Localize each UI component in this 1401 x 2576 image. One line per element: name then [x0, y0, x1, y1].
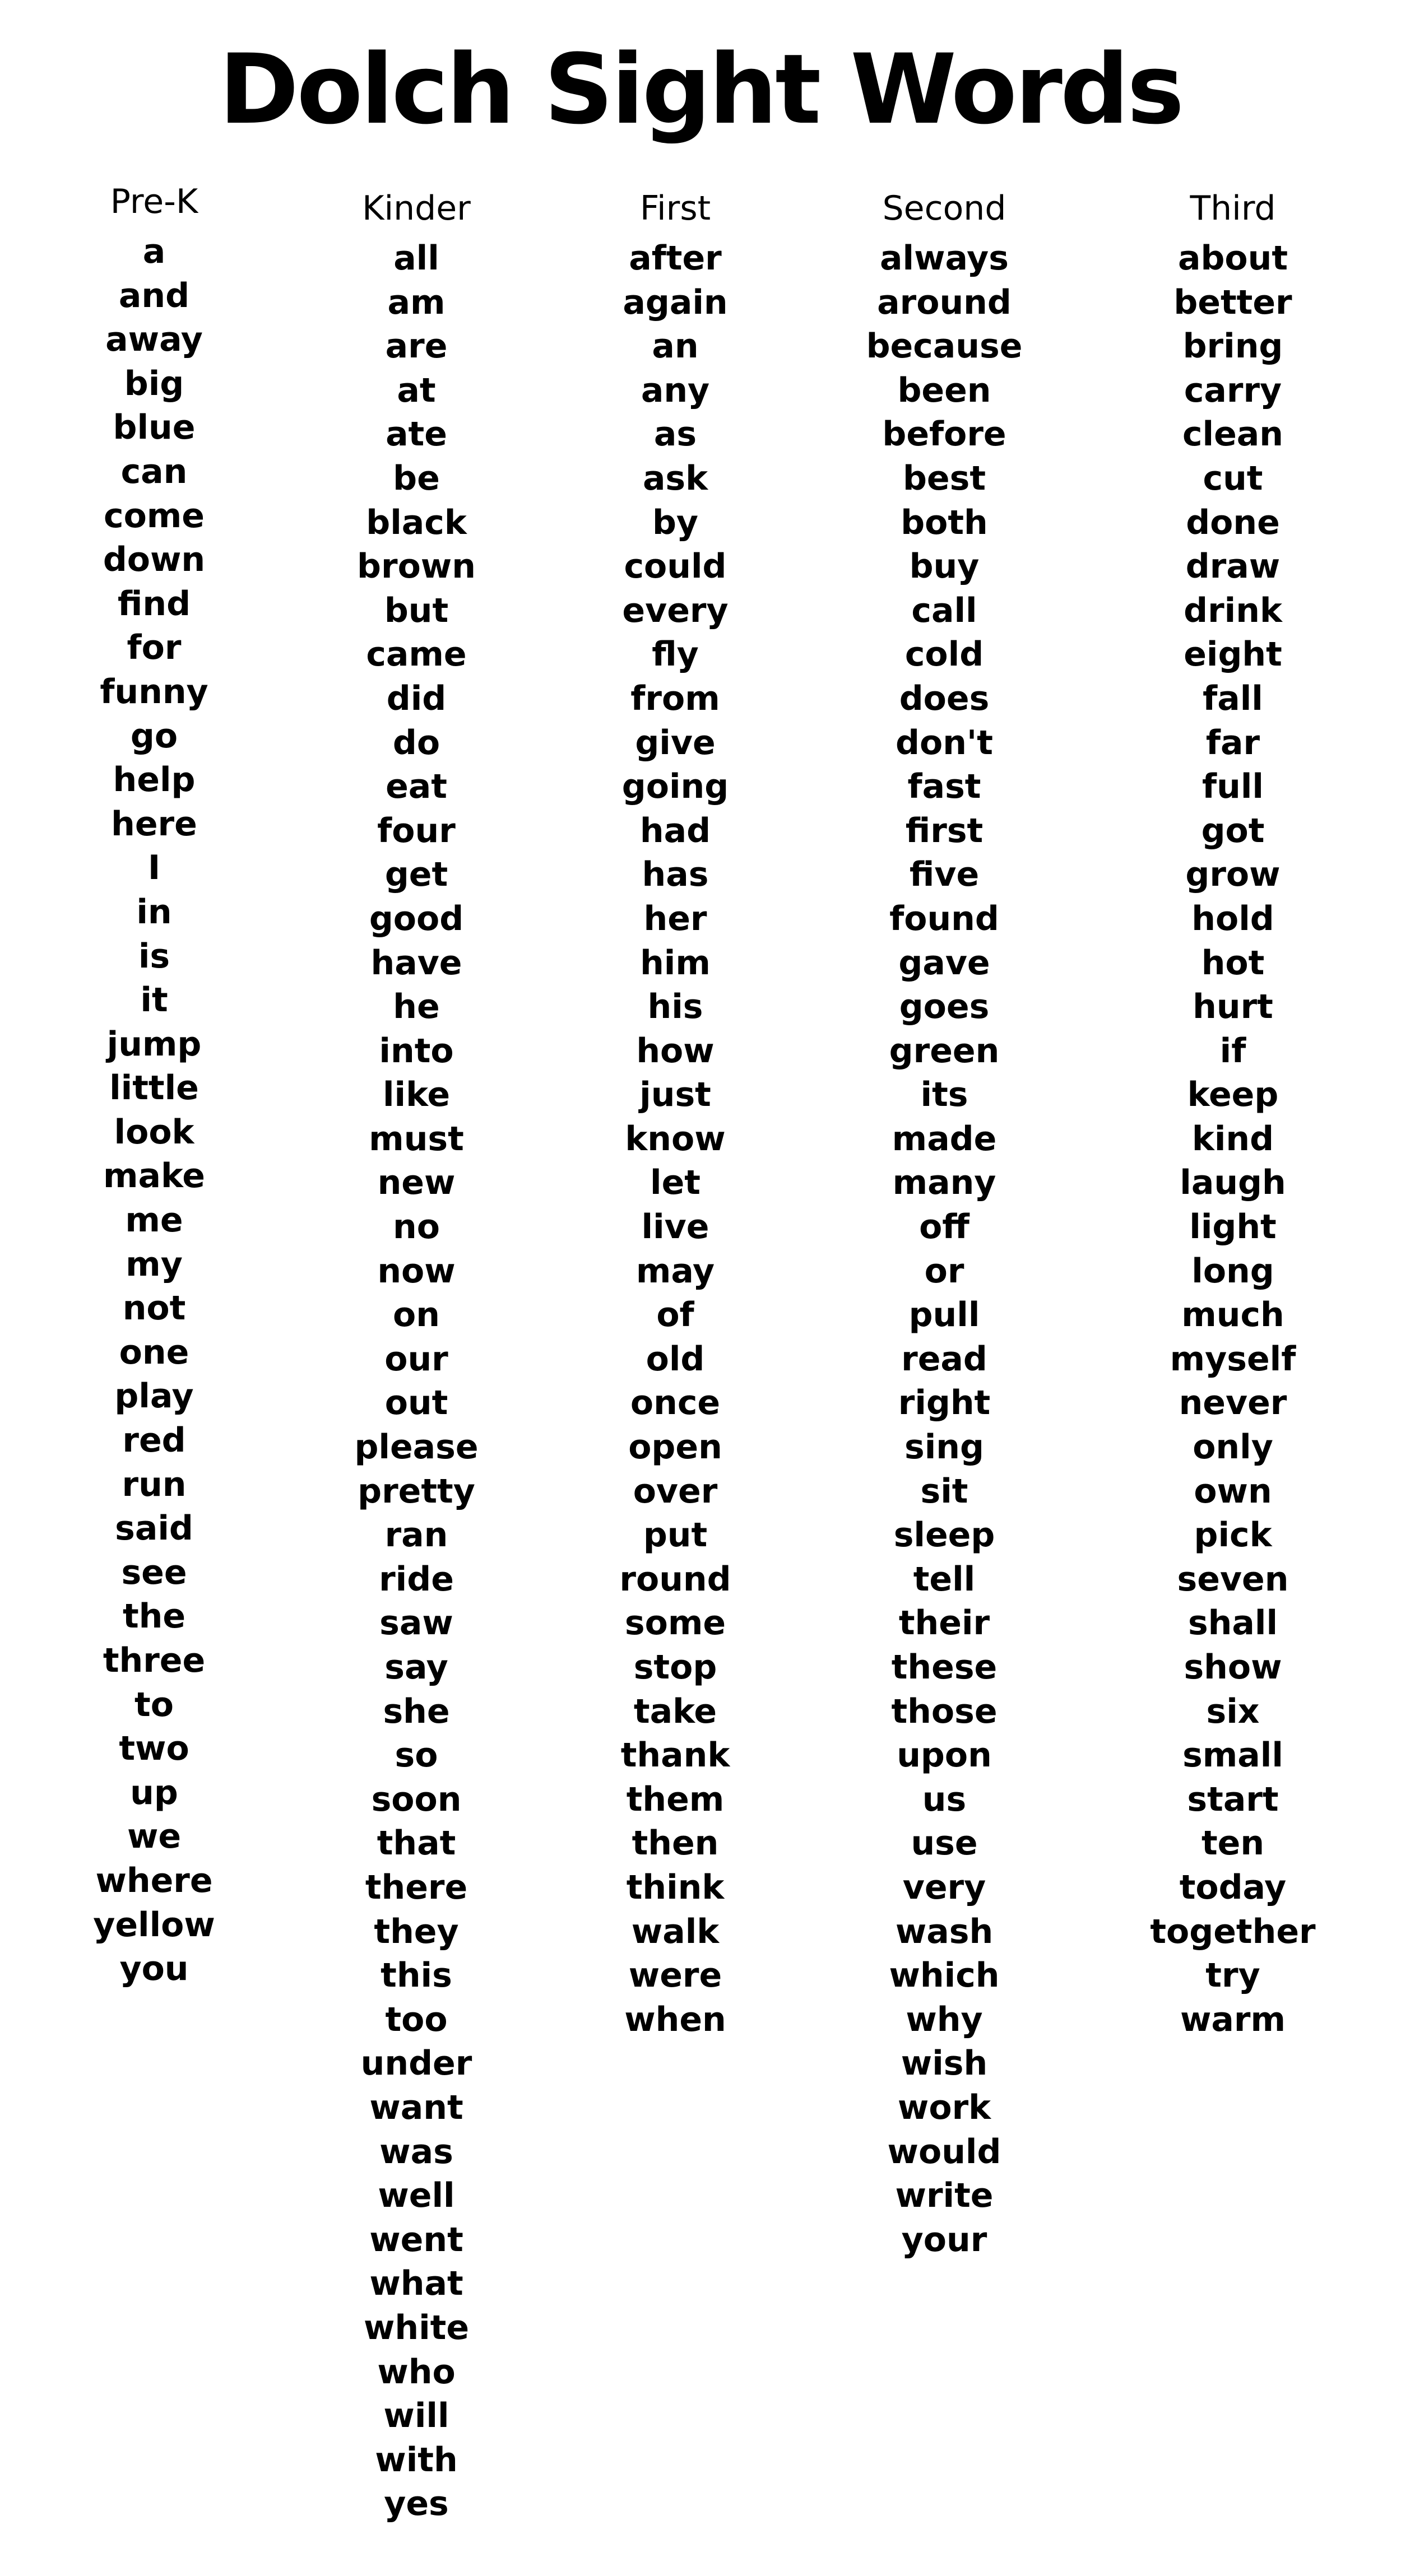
word-item: own — [1194, 1471, 1272, 1511]
word-item: think — [626, 1867, 725, 1907]
word-item: went — [369, 2220, 463, 2259]
column-header: Kinder — [362, 189, 471, 228]
word-item: is — [138, 936, 170, 976]
word-item: know — [625, 1119, 726, 1159]
word-item: her — [643, 899, 707, 938]
word-item: best — [902, 458, 986, 498]
word-item: all — [393, 239, 439, 278]
word-item: who — [377, 2352, 456, 2392]
word-item: around — [877, 282, 1012, 322]
word-item: get — [384, 855, 448, 895]
word-item: that — [377, 1824, 456, 1863]
word-item: those — [891, 1691, 998, 1731]
word-list — [1093, 236, 1373, 2042]
word-item: cold — [904, 635, 984, 675]
word-item: please — [354, 1428, 479, 1467]
word-item: the — [122, 1597, 186, 1636]
word-item: off — [919, 1207, 969, 1247]
word-item: green — [889, 1031, 1000, 1071]
word-item: fly — [652, 635, 699, 675]
word-item: when — [624, 2000, 726, 2039]
word-item: ran — [384, 1515, 448, 1555]
word-item: again — [623, 282, 728, 322]
word-item: stop — [633, 1648, 717, 1687]
word-item: made — [892, 1119, 997, 1159]
word-item: wish — [901, 2044, 988, 2084]
word-item: been — [897, 370, 991, 410]
word-item: my — [126, 1244, 183, 1284]
word-item: there — [365, 1867, 468, 1907]
word-item: big — [124, 364, 184, 403]
word-item: do — [392, 723, 440, 762]
column-third — [1093, 186, 1373, 2042]
word-item: once — [630, 1383, 721, 1423]
word-item: him — [640, 943, 711, 983]
word-item: with — [375, 2440, 458, 2480]
word-item: work — [897, 2087, 991, 2127]
word-item: come — [104, 496, 205, 536]
word-item: our — [384, 1339, 448, 1379]
word-item: must — [369, 1119, 464, 1159]
word-item: like — [382, 1075, 451, 1115]
word-item: try — [1205, 1956, 1260, 1996]
word-item: some — [624, 1603, 726, 1643]
word-item: eat — [386, 767, 447, 807]
word-item: now — [377, 1251, 456, 1291]
word-item: old — [646, 1339, 705, 1379]
word-item: help — [113, 760, 196, 800]
word-item: every — [622, 590, 729, 630]
word-item: by — [652, 503, 699, 542]
word-item: laugh — [1180, 1163, 1286, 1203]
word-list — [276, 236, 556, 2526]
word-item: wash — [895, 1912, 994, 1951]
word-item: clean — [1182, 415, 1284, 454]
word-item: four — [377, 811, 456, 850]
word-item: find — [117, 584, 191, 624]
word-item: brown — [357, 547, 476, 587]
word-item: a — [142, 232, 166, 271]
word-columns — [0, 179, 1401, 2532]
word-item: they — [374, 1912, 459, 1951]
word-item: does — [899, 678, 990, 718]
word-item: yes — [384, 2484, 449, 2524]
word-item: no — [393, 1207, 440, 1247]
word-item: only — [1193, 1428, 1273, 1467]
word-item: I — [147, 848, 161, 888]
word-item: could — [624, 547, 727, 587]
word-item: hold — [1191, 899, 1274, 938]
word-item: would — [887, 2132, 1001, 2172]
word-item: sing — [904, 1428, 984, 1467]
word-item: run — [122, 1464, 187, 1504]
word-item: had — [639, 811, 711, 850]
word-item: don't — [896, 723, 993, 762]
word-item: much — [1181, 1295, 1284, 1335]
word-item: let — [650, 1163, 700, 1203]
word-item: which — [889, 1956, 1000, 1996]
word-item: am — [387, 282, 446, 322]
word-item: ten — [1201, 1824, 1265, 1863]
word-item: what — [369, 2264, 463, 2304]
word-item: red — [122, 1421, 186, 1461]
word-item: jump — [106, 1024, 202, 1064]
word-item: look — [114, 1112, 194, 1152]
word-item: thank — [620, 1736, 730, 1775]
word-item: down — [103, 540, 206, 580]
word-item: his — [647, 987, 703, 1027]
word-item: today — [1179, 1867, 1287, 1907]
word-item: were — [628, 1956, 722, 1996]
word-item: kind — [1191, 1119, 1274, 1159]
page-title: Dolch Sight Words — [219, 33, 1182, 146]
word-item: on — [393, 1295, 440, 1335]
word-item: away — [105, 320, 203, 360]
word-item: at — [397, 370, 436, 410]
word-item: sleep — [893, 1515, 995, 1555]
word-item: ask — [642, 458, 708, 498]
word-item: we — [127, 1817, 182, 1857]
word-item: because — [866, 327, 1023, 366]
word-item: round — [619, 1559, 731, 1599]
word-item: three — [103, 1641, 206, 1680]
word-item: two — [119, 1729, 189, 1769]
word-item: up — [130, 1773, 178, 1812]
word-item: take — [633, 1691, 717, 1731]
word-item: and — [118, 276, 190, 315]
column-pre-k — [14, 179, 294, 1991]
word-item: in — [136, 892, 172, 932]
word-item: fast — [907, 767, 981, 807]
word-item: shall — [1187, 1603, 1278, 1643]
word-item: white — [363, 2308, 470, 2347]
word-item: drink — [1184, 590, 1282, 630]
word-item: how — [636, 1031, 715, 1071]
word-item: over — [633, 1471, 718, 1511]
word-item: soon — [371, 1779, 462, 1819]
word-item: before — [882, 415, 1006, 454]
word-item: right — [898, 1383, 991, 1423]
word-item: black — [366, 503, 467, 542]
word-item: warm — [1180, 2000, 1286, 2039]
word-item: long — [1191, 1251, 1274, 1291]
word-item: did — [386, 678, 447, 718]
word-item: just — [639, 1075, 711, 1115]
column-first — [535, 186, 815, 2042]
word-item: show — [1184, 1648, 1282, 1687]
word-item: are — [385, 327, 448, 366]
word-item: an — [652, 327, 699, 366]
word-item: tell — [913, 1559, 976, 1599]
word-item: walk — [631, 1912, 720, 1951]
word-item: light — [1189, 1207, 1277, 1247]
word-item: to — [134, 1685, 174, 1724]
word-item: little — [109, 1068, 199, 1108]
word-item: grow — [1185, 855, 1281, 895]
word-item: me — [125, 1201, 183, 1240]
word-item: why — [906, 2000, 983, 2039]
column-second — [804, 186, 1084, 2262]
word-item: start — [1187, 1779, 1279, 1819]
word-item: well — [378, 2176, 455, 2216]
word-item: saw — [379, 1603, 453, 1643]
word-item: gave — [898, 943, 990, 983]
word-item: new — [377, 1163, 456, 1203]
word-item: can — [120, 452, 188, 491]
word-item: buy — [909, 547, 980, 587]
word-item: pick — [1194, 1515, 1272, 1555]
word-item: want — [369, 2087, 463, 2127]
word-item: pull — [908, 1295, 980, 1335]
word-list — [804, 236, 1084, 2262]
word-item: say — [384, 1648, 448, 1687]
word-item: live — [641, 1207, 709, 1247]
word-item: bring — [1182, 327, 1283, 366]
word-item: upon — [897, 1736, 992, 1775]
column-header: Third — [1190, 189, 1276, 228]
word-item: said — [115, 1509, 193, 1549]
word-item: read — [901, 1339, 987, 1379]
word-item: going — [621, 767, 729, 807]
word-item: any — [641, 370, 710, 410]
word-item: small — [1182, 1736, 1283, 1775]
word-item: cut — [1203, 458, 1263, 498]
word-item: he — [393, 987, 440, 1027]
column-header: First — [639, 189, 711, 228]
word-item: about — [1177, 239, 1288, 278]
word-list — [535, 236, 815, 2042]
word-item: be — [393, 458, 440, 498]
word-item: under — [360, 2044, 472, 2084]
word-item: done — [1186, 503, 1280, 542]
word-item: good — [369, 899, 464, 938]
word-item: their — [898, 1603, 990, 1643]
word-item: see — [121, 1552, 187, 1592]
word-item: us — [922, 1779, 967, 1819]
word-item: these — [891, 1648, 998, 1687]
word-item: eight — [1184, 635, 1282, 675]
word-item: seven — [1177, 1559, 1289, 1599]
word-item: got — [1201, 811, 1265, 850]
word-item: very — [902, 1867, 986, 1907]
word-item: sit — [920, 1471, 968, 1511]
word-item: better — [1173, 282, 1292, 322]
word-item: if — [1219, 1031, 1246, 1071]
word-item: from — [630, 678, 720, 718]
word-item: out — [384, 1383, 448, 1423]
word-item: into — [379, 1031, 454, 1071]
word-item: both — [901, 503, 988, 542]
word-item: open — [628, 1428, 722, 1467]
word-item: first — [905, 811, 984, 850]
word-item: always — [880, 239, 1009, 278]
word-item: then — [632, 1824, 719, 1863]
word-item: myself — [1170, 1339, 1296, 1379]
word-item: or — [924, 1251, 964, 1291]
word-item: far — [1205, 723, 1260, 762]
word-item: your — [901, 2220, 987, 2259]
word-item: you — [119, 1949, 189, 1989]
word-item: she — [383, 1691, 450, 1731]
column-header: Second — [882, 189, 1006, 228]
word-item: together — [1150, 1912, 1316, 1951]
word-item: has — [642, 855, 709, 895]
word-item: put — [643, 1515, 708, 1555]
word-item: of — [656, 1295, 694, 1335]
word-item: so — [395, 1736, 438, 1775]
word-item: many — [892, 1163, 996, 1203]
word-item: found — [889, 899, 999, 938]
word-item: have — [370, 943, 462, 983]
column-header: Pre-K — [110, 182, 198, 221]
word-item: may — [635, 1251, 715, 1291]
word-item: funny — [100, 672, 208, 712]
word-item: not — [122, 1289, 186, 1328]
word-item: blue — [113, 408, 196, 448]
word-item: make — [103, 1156, 205, 1196]
word-item: as — [653, 415, 697, 454]
word-item: its — [920, 1075, 968, 1115]
word-item: came — [366, 635, 467, 675]
word-item: draw — [1185, 547, 1281, 587]
word-item: ate — [386, 415, 447, 454]
word-item: hurt — [1193, 987, 1273, 1027]
word-item: too — [385, 2000, 448, 2039]
word-item: goes — [899, 987, 990, 1027]
word-item: fall — [1203, 678, 1263, 718]
word-item: use — [911, 1824, 978, 1863]
column-kinder — [276, 186, 556, 2526]
word-item: was — [379, 2132, 453, 2172]
word-item: six — [1206, 1691, 1260, 1731]
word-item: full — [1202, 767, 1264, 807]
word-item: go — [130, 716, 178, 756]
word-item: call — [911, 590, 977, 630]
word-item: keep — [1187, 1075, 1279, 1115]
word-item: it — [140, 980, 168, 1020]
word-item: one — [119, 1332, 189, 1372]
word-item: this — [381, 1956, 452, 1996]
word-item: will — [383, 2396, 449, 2436]
word-item: here — [111, 804, 197, 844]
word-item: play — [114, 1377, 194, 1416]
word-item: write — [895, 2176, 994, 2216]
word-item: ride — [379, 1559, 454, 1599]
word-item: pretty — [358, 1471, 475, 1511]
word-item: give — [635, 723, 716, 762]
word-item: for — [127, 628, 182, 668]
word-item: where — [95, 1861, 213, 1900]
word-item: carry — [1184, 370, 1282, 410]
word-item: yellow — [93, 1905, 215, 1945]
word-item: five — [909, 855, 980, 895]
word-item: them — [626, 1779, 725, 1819]
word-item: hot — [1201, 943, 1265, 983]
word-item: after — [629, 239, 722, 278]
word-item: but — [384, 590, 449, 630]
word-item: never — [1179, 1383, 1287, 1423]
word-list — [14, 230, 294, 1991]
